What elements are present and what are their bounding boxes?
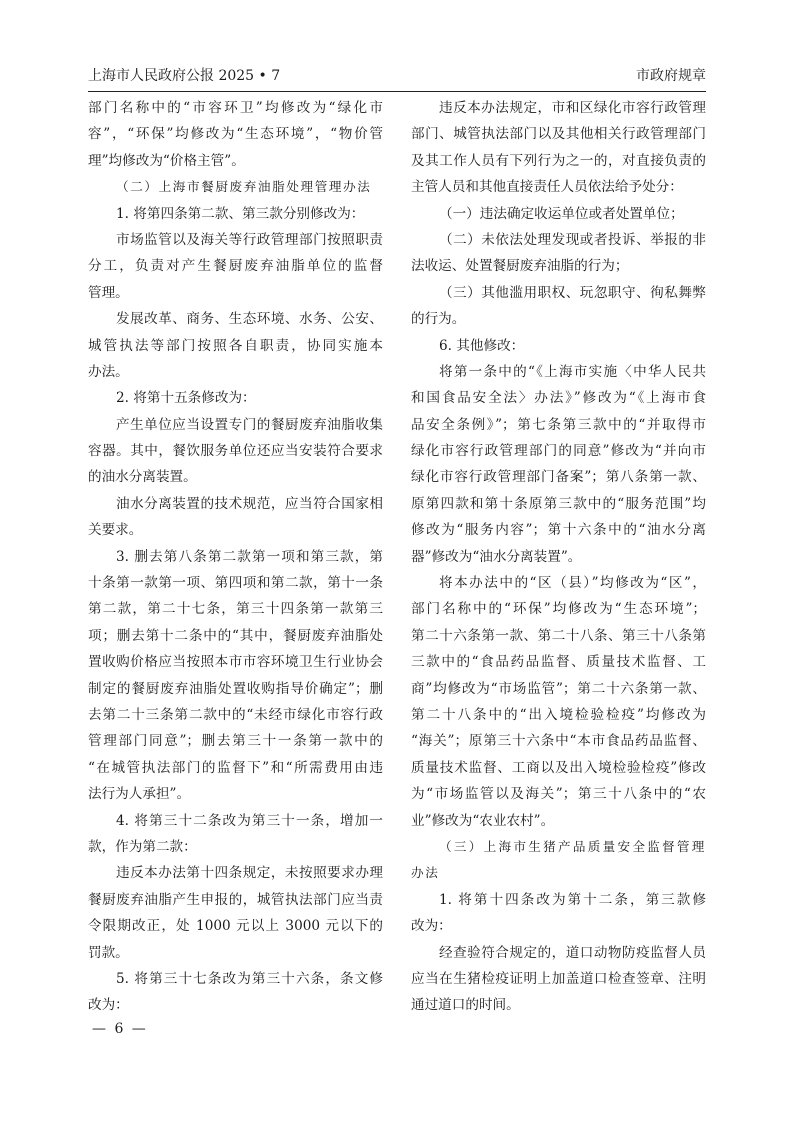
text-line: 油水分离装置的技术规范，应当符合国家相 — [116, 495, 383, 512]
right-column — [411, 95, 706, 1019]
text-line: 关要求。 — [88, 522, 143, 539]
paragraph — [411, 359, 706, 570]
text-line: 第二十六条第一款、第二十八条、第三十八条第 — [411, 627, 706, 644]
text-line: 的行为。 — [411, 311, 466, 328]
text-line: 法收运、处置餐厨废弃油脂的行为； — [411, 258, 629, 275]
text-line: 令限期改正，处 1000 元以上 3000 元以下的 — [88, 918, 383, 935]
section-heading — [88, 174, 383, 200]
text-line: （三）其他滥用职权、玩忽职守、徇私舞弊 — [439, 284, 706, 301]
text-line: “在城管执法部门的监督下”和“所需费用由违 — [88, 759, 383, 776]
text-line: 1. 将第四条第二款、第三款分别修改为： — [116, 205, 365, 222]
paragraph — [88, 227, 383, 306]
text-line: 管理。 — [88, 284, 129, 301]
page-number: — 6 — — [92, 1021, 148, 1037]
paragraph — [88, 306, 383, 385]
text-line: 改为： — [88, 997, 129, 1014]
text-line: 款，作为第二款： — [88, 838, 197, 855]
section-heading — [411, 834, 706, 887]
text-line: 违反本办法第十四条规定，未按照要求办理 — [116, 865, 383, 882]
text-line: 部门、城管执法部门以及其他相关行政管理部门 — [411, 126, 706, 143]
paragraph — [88, 544, 383, 808]
text-line: 十条第一款第一项、第四项和第二款，第十一条 — [88, 575, 383, 592]
paragraph — [88, 966, 383, 1019]
text-line: 办法 — [411, 865, 440, 881]
text-line: 为“市场监管以及海关”；第三十八条中的“农 — [411, 786, 706, 803]
paragraph — [88, 201, 383, 227]
text-line: 将本办法中的“区（县）”均修改为“区”， — [439, 575, 706, 592]
text-line: （一）违法确定收运单位或者处置单位； — [439, 205, 684, 222]
text-line: 容”，“环保”均修改为“生态环境”，“物价管 — [88, 126, 383, 143]
text-line: 原第四款和第十条原第三款中的“服务范围”均 — [411, 495, 706, 512]
section-title: 市政府规章 — [636, 68, 706, 84]
text-line: 产生单位应当设置专门的餐厨废弃油脂收集 — [116, 416, 383, 433]
text-line: 违反本办法规定，市和区绿化市容行政管理 — [439, 100, 706, 116]
text-line: 罚款。 — [88, 944, 129, 961]
text-line: 器”修改为“油水分离装置”。 — [411, 548, 582, 565]
paragraph — [411, 570, 706, 834]
paragraph — [88, 491, 383, 544]
text-line: 通过道口的时间。 — [411, 997, 520, 1014]
text-line: （二）上海市餐厨废弃油脂处理管理办法 — [116, 179, 372, 195]
text-line: 项；删去第十二条中的“其中，餐厨废弃油脂处 — [88, 627, 383, 644]
paragraph — [88, 860, 383, 966]
paragraph — [411, 227, 706, 280]
text-line: 绿化市容行政管理部门备案”；第八条第一款、 — [411, 469, 706, 486]
header-rule — [88, 91, 706, 92]
text-line: 的油水分离装置。 — [88, 469, 197, 486]
text-line: 及其工作人员有下列行为之一的，对直接负责的 — [411, 152, 706, 169]
text-line: 容器。其中，餐饮服务单位还应当安装符合要求 — [88, 443, 383, 460]
text-line: 第二十八条中的“出入境检验检疫”均修改为 — [411, 706, 706, 723]
text-line: 6. 其他修改： — [439, 337, 525, 354]
paragraph — [411, 280, 706, 333]
text-line: 城管执法等部门按照各自职责，协同实施本 — [88, 337, 383, 354]
text-line: 1. 将第十四条改为第十二条，第三款修 — [439, 891, 706, 908]
text-line: 应当在生猪检疫证明上加盖道口检查签章、注明 — [411, 970, 706, 987]
text-line: 经查验符合规定的，道口动物防疫监督人员 — [439, 944, 706, 961]
text-line: 4. 将第三十二条改为第三十一条，增加一 — [116, 812, 383, 829]
text-line: 绿化市容行政管理部门的同意”修改为“并向市 — [411, 443, 706, 460]
paragraph — [88, 808, 383, 861]
text-line: 法行为人承担”。 — [88, 786, 191, 803]
text-line: 5. 将第三十七条改为第三十六条，条文修 — [116, 970, 383, 987]
paragraph — [411, 333, 706, 359]
text-line: 发展改革、商务、生态环境、水务、公安、 — [116, 311, 383, 328]
paragraph — [411, 940, 706, 1019]
paragraph — [411, 201, 706, 227]
paragraph — [411, 95, 706, 201]
text-line: 去第二十三条第二款中的“未经市绿化市容行政 — [88, 706, 383, 723]
paragraph — [88, 412, 383, 491]
paragraph — [88, 385, 383, 411]
text-line: 主管人员和其他直接责任人员依法给予处分： — [411, 179, 683, 196]
text-line: 管理部门同意”；删去第三十一条第一款中的 — [88, 733, 383, 750]
text-line: 部门名称中的“市容环卫”均修改为“绿化市 — [88, 100, 383, 116]
left-column — [88, 95, 383, 1019]
text-line: 品安全条例》”；第七条第三款中的“并取得市 — [411, 416, 706, 433]
text-line: 办法。 — [88, 363, 129, 380]
text-line: 2. 将第十五条修改为： — [116, 390, 256, 407]
text-line: 三款中的“食品药品监督、质量技术监督、工 — [411, 654, 706, 671]
paragraph — [411, 887, 706, 940]
paragraph — [88, 95, 383, 174]
text-line: 改为： — [411, 918, 452, 935]
publication-title: 上海市人民政府公报 2025 • 7 — [88, 68, 281, 84]
text-line: 3. 删去第八条第二款第一项和第三款，第 — [116, 548, 383, 565]
text-line: 质量技术监督、工商以及出入境检验检疫”修改 — [411, 759, 706, 776]
text-line: （三）上海市生猪产品质量安全监督管理 — [439, 838, 706, 854]
text-line: 第二款，第二十七条，第三十四条第一款第三 — [88, 601, 383, 618]
text-line: 制定的餐厨废弃油脂处置收购指导价确定”；删 — [88, 680, 383, 697]
text-line: 分工，负责对产生餐厨废弃油脂单位的监督 — [88, 258, 383, 275]
text-line: 将第一条中的“《上海市实施〈中华人民共 — [439, 363, 706, 380]
text-line: 业”修改为“农业农村”。 — [411, 812, 555, 829]
text-line: “海关”；原第三十六条中“本市食品药品监督、 — [411, 733, 706, 750]
text-line: 商”均修改为“市场监管”；第二十六条第一款、 — [411, 680, 706, 697]
text-line: 部门名称中的“环保”均修改为“生态环境”； — [411, 601, 706, 618]
text-line: 市场监管以及海关等行政管理部门按照职责 — [116, 231, 383, 248]
text-line: 餐厨废弃油脂产生申报的，城管执法部门应当责 — [88, 891, 383, 908]
text-line: 理”均修改为“价格主管”。 — [88, 152, 245, 169]
text-line: 修改为“服务内容”；第十六条中的“油水分离 — [411, 522, 706, 539]
text-line: （二）未依法处理发现或者投诉、举报的非 — [439, 231, 706, 248]
text-line: 置收购价格应当按照本市市容环境卫生行业协会 — [88, 654, 383, 671]
text-line: 和国食品安全法〉办法》”修改为“《上海市食 — [411, 390, 706, 407]
